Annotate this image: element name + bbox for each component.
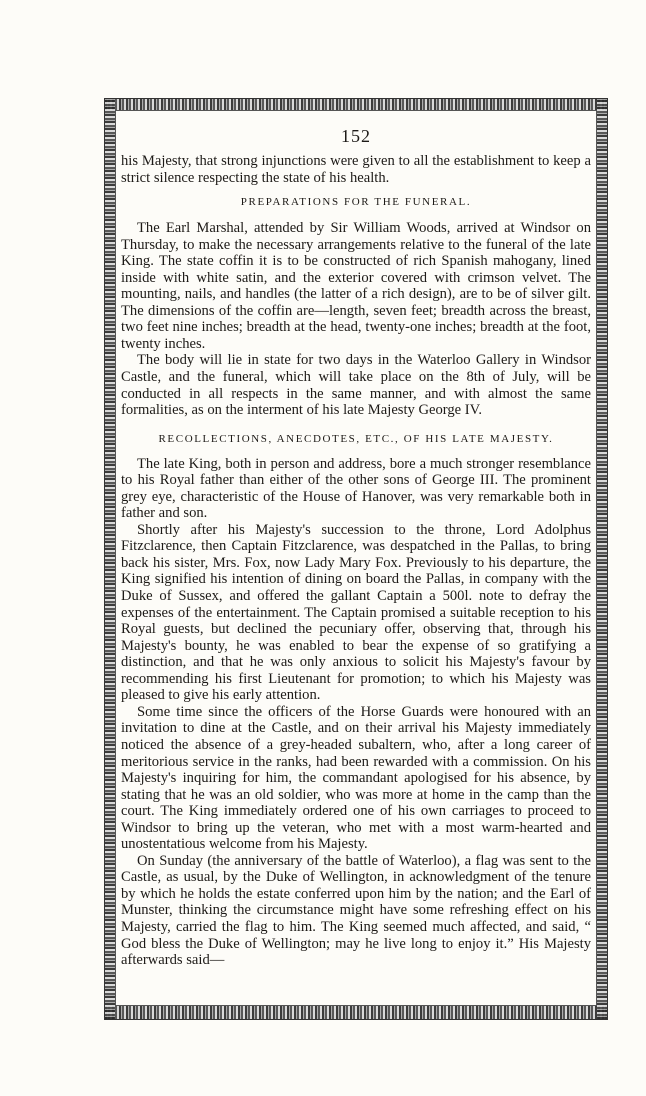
decorative-border-bottom <box>105 1006 607 1019</box>
decorative-border-right <box>597 99 607 1019</box>
recollections-paragraph-2: Shortly after his Majesty's succession to the throne, Lord Adolphus Fitzclarence, then Captain Fitzclarence, was despatched in the Pallas, to bring back his sister, Mrs. Fox, now Lady Mary Fox. Previously to his departure, the King signified his intention of dining on board the Pallas, in company with the Duke of Sussex, and offered the gallant Captain a 500l. note to defray the expenses of the entertainment. The Captain promised a suitable reception to his Royal guests, but declined the pecuniary offer, observing that, through his Majesty's bounty, he was enabled to bear the expense of so gratifying a distinction, and that he was only anxious to solicit his Majesty's favour by recommending his first Lieutenant for promotion; to which his Majesty was pleased to give his early attention. <box>121 521 591 704</box>
funeral-paragraph-1: The Earl Marshal, attended by Sir William Woods, arrived at Windsor on Thursday, to make the necessary arrangements relative to the funeral of the late King. The state coffin it is to be constructed of rich Spanish mahogany, lined inside with white satin, and the exterior covered with crimson velvet. The mounting, nails, and handles (the latter of a rich design), are to be of silver gilt. The dimensions of the coffin are—length, seven feet; breadth across the breast, two feet nine inches; breadth at the head, twenty-one inches; breadth at the foot, twenty inches. <box>121 220 591 352</box>
decorative-border-top <box>105 99 607 110</box>
recollections-paragraph-4: On Sunday (the anniversary of the battle of Waterloo), a flag was sent to the Castle, as usual, by the Duke of Wellington, in acknowledgment of the tenure by which he holds the estate conferred upon him by the nation; and the Earl of Munster, thinking the circumstance might have some refreshing effect on his Majesty, carried the flag to him. The King seemed much affected, and said, “ God bless the Duke of Wellington; may he live long to enjoy it.” His Majesty afterwards said— <box>121 852 591 969</box>
section-heading-funeral: PREPARATIONS FOR THE FUNERAL. <box>240 196 472 209</box>
page-number: 152 <box>341 126 371 146</box>
decorative-border-left <box>105 99 115 1019</box>
page-border-frame <box>104 98 608 1020</box>
recollections-paragraph-3: Some time since the officers of the Horse Guards were honoured with an invitation to dine at the Castle, and on their arrival his Majesty immediately noticed the absence of a grey-headed subaltern, who, after a long career of meritorious service in the ranks, had been rewarded with a commission. On his Majesty's inquiring for him, the commandant apologised for his absence, by stating that he was an old soldier, who was more at home in the camp than the court. The King immediately ordered one of his own carriages to proceed to Windsor to bring up the veteran, who met with a most warm-hearted and unostentatious welcome from his Majesty. <box>121 703 591 853</box>
section-heading-recollections: RECOLLECTIONS, ANECDOTES, ETC., OF HIS LATE MAJESTY. <box>158 432 554 445</box>
page-content <box>121 125 591 969</box>
recollections-paragraph-1: The late King, both in person and address, bore a much stronger resemblance to his Royal father than either of the other sons of George III. The prominent grey eye, characteristic of the House of Hanover, was very remarkable both in father and son. <box>121 455 591 522</box>
funeral-paragraph-2: The body will lie in state for two days in the Waterloo Gallery in Windsor Castle, and the funeral, which will take place on the 8th of July, will be conducted in all respects in the same manner, and with almost the same formalities, as on the interment of his late Majesty George IV. <box>121 352 591 419</box>
opening-paragraph: his Majesty, that strong injunctions were given to all the establishment to keep a strict silence respecting the state of his health. <box>121 153 591 186</box>
